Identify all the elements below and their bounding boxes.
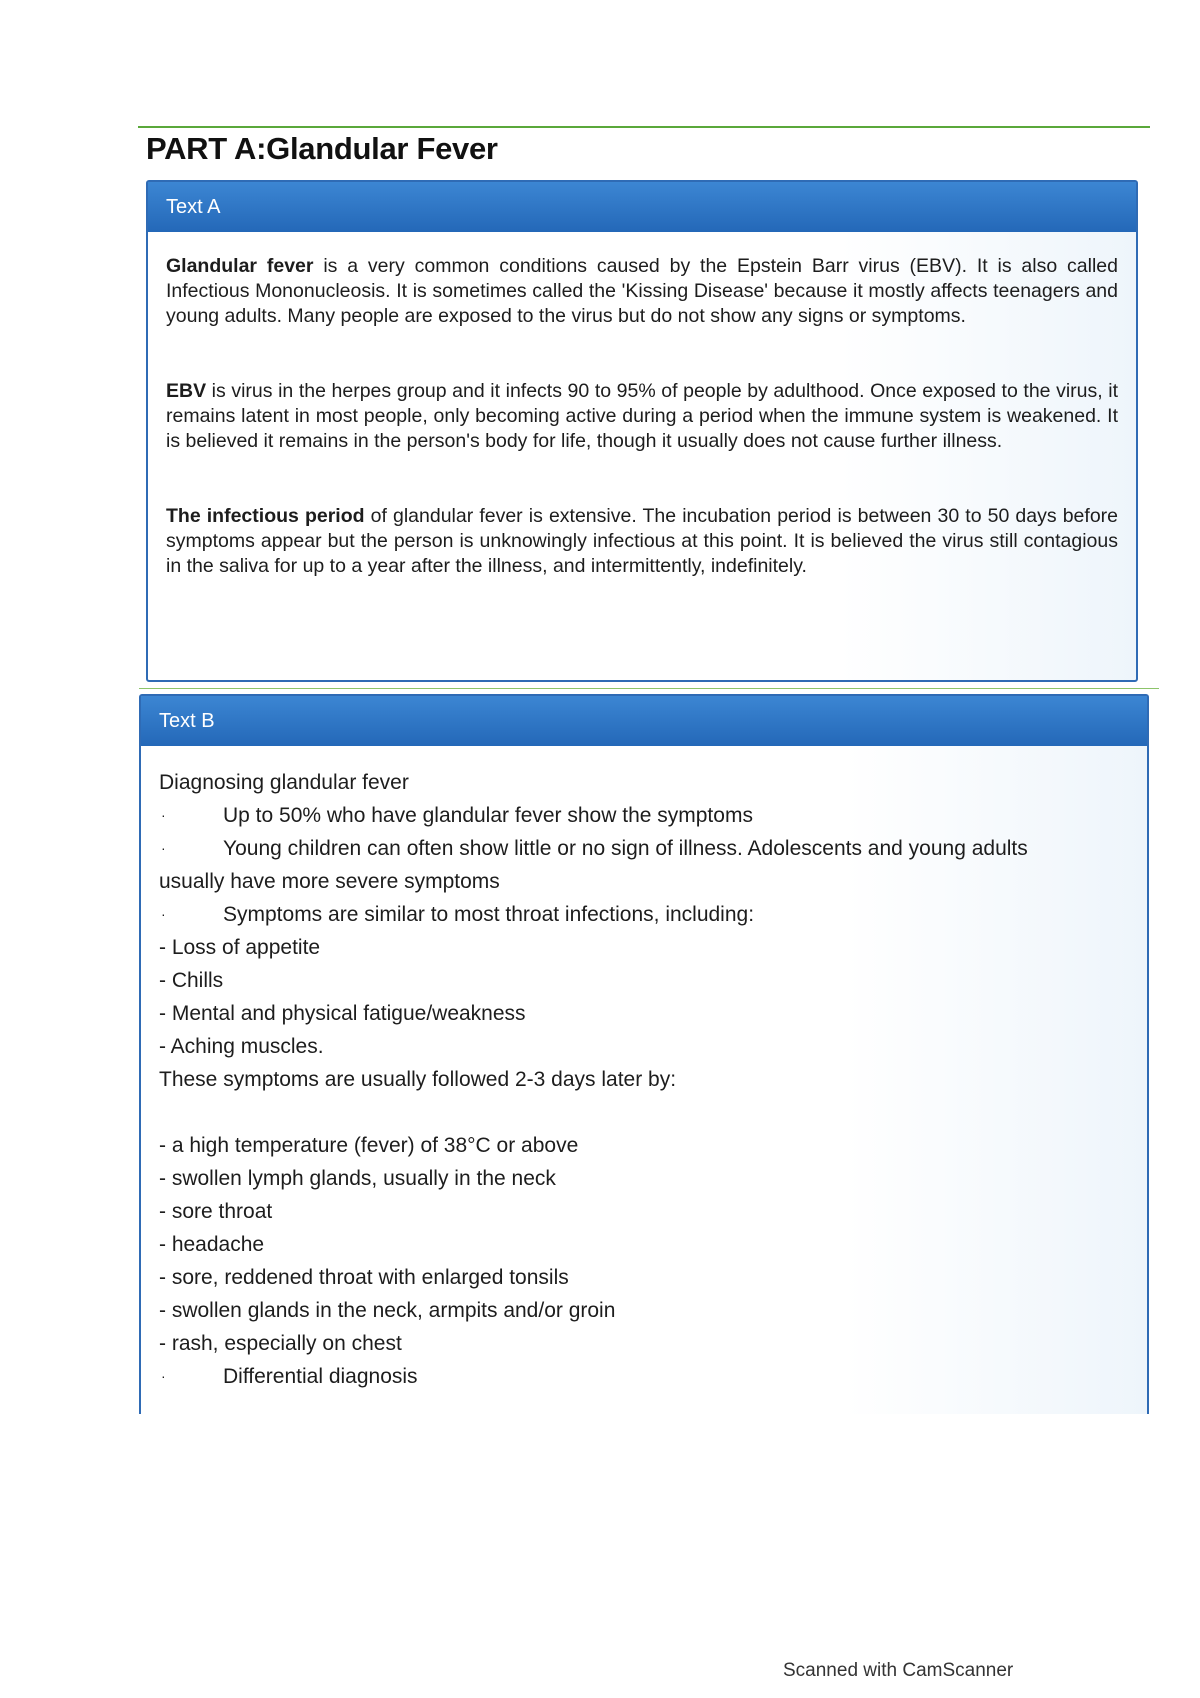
bullet-text: Symptoms are similar to most throat infections, including:: [223, 903, 755, 926]
bullet-dot-icon: ·: [161, 1368, 166, 1384]
later-symptom-item: - swollen glands in the neck, armpits and/or groin: [159, 1299, 616, 1322]
text-b-header: Text B: [141, 696, 1147, 746]
later-symptom-item: - swollen lymph glands, usually in the neck: [159, 1167, 556, 1190]
later-symptom-item: - headache: [159, 1233, 265, 1256]
page-title: PART A:Glandular Fever: [146, 131, 498, 166]
paragraph-infectious-period: [166, 504, 1118, 579]
paragraph-text: of glandular fever is extensive. The incubation period is between 30 to 50 days before symptoms appear but the person is unknowingly infectious at this point. It is believed the virus still contagious in the saliva for up to a year after the illness, and intermittently, indefinitely.: [166, 505, 1118, 577]
text-b-body: [141, 746, 1147, 1393]
symptom-item: - Aching muscles.: [159, 1035, 324, 1058]
bullet-item: [159, 1360, 1147, 1393]
bullet-item: [159, 799, 1147, 832]
bullet-text: Young children can often show little or no sign of illness. Adolescents and young adults: [223, 837, 1028, 860]
bullet-dot-icon: ·: [161, 807, 166, 823]
spacer: [159, 1096, 1147, 1129]
bullet-text: Up to 50% who have glandular fever show the symptoms: [223, 804, 753, 827]
section-divider: [139, 688, 1159, 689]
bullet-dot-icon: ·: [161, 906, 166, 922]
top-divider: [138, 126, 1150, 128]
followed-by-text: These symptoms are usually followed 2-3 days later by:: [159, 1068, 677, 1091]
bullet-continuation: usually have more severe symptoms: [159, 870, 500, 893]
paragraph-lead: Glandular fever: [166, 255, 314, 277]
paragraph-text: is a very common conditions caused by the Epstein Barr virus (EBV). It is also called Infectious Mononucleosis. It is sometimes called the 'Kissing Disease' because it mostly affects teenagers and young adults. Many people are exposed to the virus but do not show any signs or symptoms.: [166, 255, 1118, 327]
paragraph-text: is virus in the herpes group and it infects 90 to 95% of people by adulthood. Once exposed to the virus, it remains latent in most people, only becoming active during a period when the immune system is weakened. It is believed it remains in the person's body for life, though it usually does not cause further illness.: [166, 380, 1118, 452]
scanner-watermark: Scanned with CamScanner: [783, 1660, 1014, 1681]
paragraph-ebv: [166, 379, 1118, 454]
paragraph-lead: EBV: [166, 380, 207, 402]
bullet-text: Differential diagnosis: [223, 1365, 418, 1388]
symptom-item: - Mental and physical fatigue/weakness: [159, 1002, 526, 1025]
later-symptom-item: - sore, reddened throat with enlarged tonsils: [159, 1266, 569, 1289]
bullet-item: [159, 898, 1147, 931]
paragraph-lead: The infectious period: [166, 505, 365, 527]
later-symptom-item: - sore throat: [159, 1200, 273, 1223]
later-symptom-item: - a high temperature (fever) of 38°C or above: [159, 1134, 579, 1157]
diagnosis-heading: Diagnosing glandular fever: [159, 771, 409, 794]
paragraph-glandular-fever: [166, 254, 1118, 329]
text-a-panel: [146, 180, 1138, 682]
symptom-item: - Chills: [159, 969, 224, 992]
text-b-panel: [139, 694, 1149, 1414]
symptom-item: - Loss of appetite: [159, 936, 321, 959]
later-symptom-item: - rash, especially on chest: [159, 1332, 402, 1355]
text-a-header: Text A: [148, 182, 1136, 232]
bullet-item: [159, 832, 1147, 865]
text-a-body: [148, 232, 1136, 579]
bullet-dot-icon: ·: [161, 840, 166, 856]
